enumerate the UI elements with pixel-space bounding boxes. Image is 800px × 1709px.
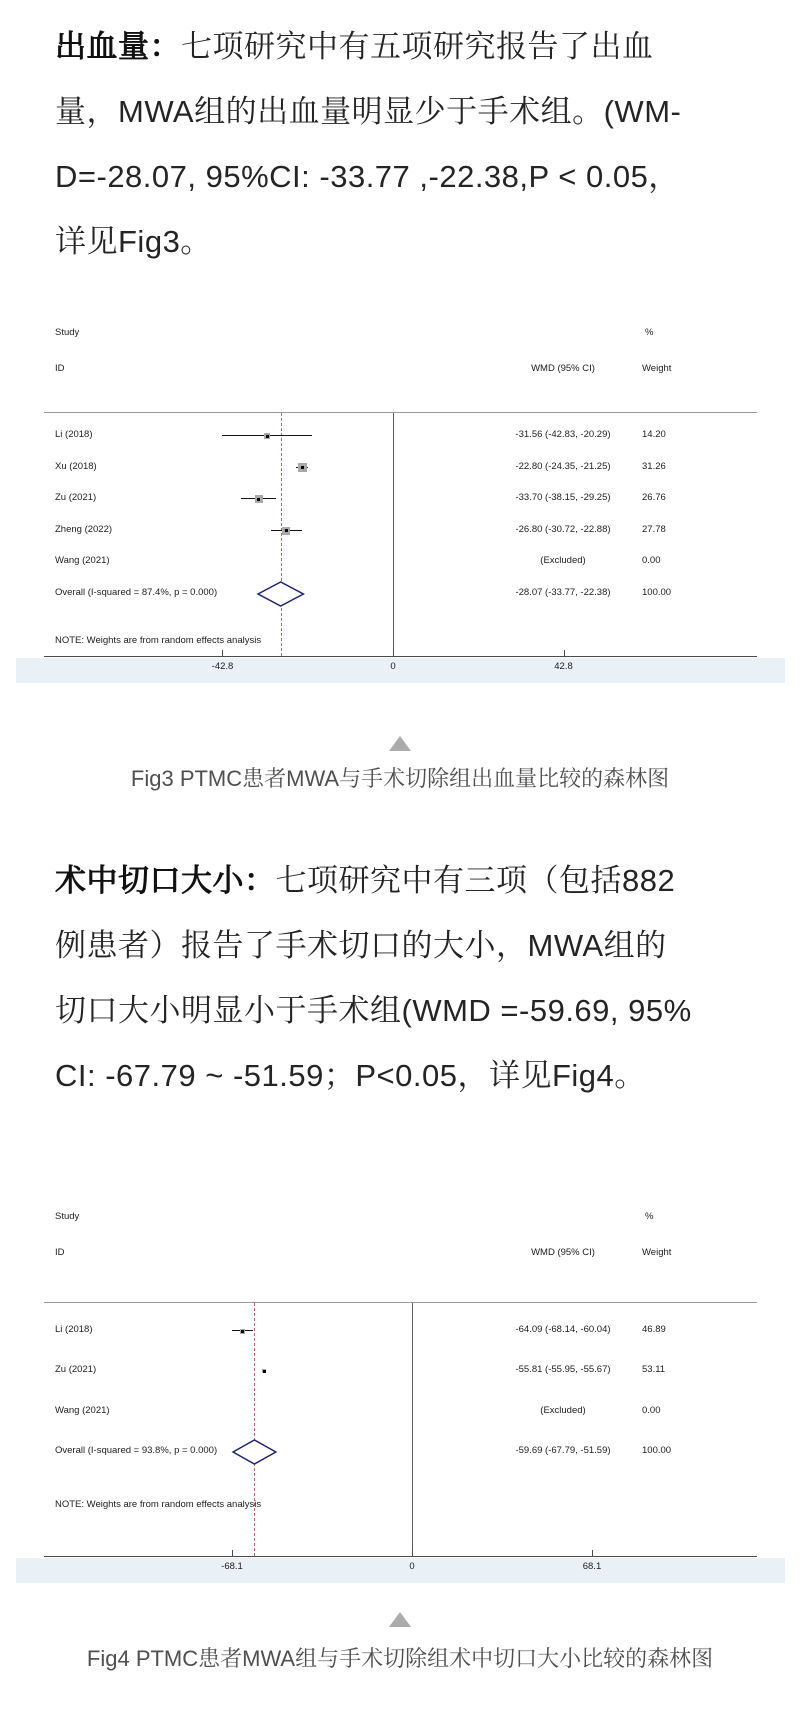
overall-label: Overall (I-squared = 87.4%, p = 0.000) [55,586,218,598]
collapse-triangle-icon[interactable] [389,736,411,751]
overall-wmd-ci-value: -59.69 (-67.79, -51.59) [515,1444,611,1456]
point-estimate-marker [257,498,260,501]
random-effects-note: NOTE: Weights are from random effects analysis [55,635,262,646]
weight-value: 53.11 [642,1364,666,1376]
overall-weight-value: 100.00 [642,1444,672,1456]
study-label: Zu (2021) [55,1364,97,1376]
overall-wmd-ci-value: -28.07 (-33.77, -22.38) [515,586,611,598]
point-estimate-marker [266,435,269,438]
axis-tick-label: 68.1 [582,1561,602,1572]
column-header-percent: % [645,327,654,338]
text-span: 七项研究中有三项（包括882 [275,863,676,898]
axis-tick [232,1550,233,1556]
column-header-study: Study [55,1211,80,1222]
weight-value: 46.89 [642,1324,666,1335]
overall-estimate-dashed-line [254,1303,255,1556]
zero-reference-line [393,413,394,656]
study-label: Zheng (2022) [55,523,113,535]
column-header-id: ID [55,363,65,374]
column-header-weight: Weight [642,363,672,374]
text-line: 详见Fig3。 [55,224,212,259]
forest-plot-fig3 [44,296,757,686]
weight-value: 0.00 [642,555,661,566]
point-estimate-marker [301,466,304,469]
column-header-wmd: WMD (95% CI) [531,363,595,374]
overall-weight-value: 100.00 [642,586,672,598]
point-estimate-marker [241,1330,244,1333]
weight-value: 31.26 [642,460,666,472]
column-header-study: Study [55,327,80,338]
overall-diamond [231,1438,278,1466]
point-estimate-marker [263,1370,266,1373]
axis-tick-label: 42.8 [554,661,573,672]
column-header-wmd: WMD (95% CI) [531,1247,595,1258]
text-span: 七项研究中有五项研究报告了出血 [181,29,654,64]
axis-tick-label: 0 [390,661,396,672]
fig4-caption: Fig4 PTMC患者MWA组与手术切除组术中切口大小比较的森林图 [86,1646,714,1671]
axis-tick [222,650,223,656]
column-header-weight: Weight [642,1247,672,1258]
text-line: CI: -67.79 ~ -51.59；P<0.05，详见Fig4。 [55,1058,646,1093]
wmd-ci-value: -64.09 (-68.14, -60.04) [515,1324,611,1335]
header-separator-line [44,412,757,413]
axis-tick [592,1550,593,1556]
wmd-ci-value: -31.56 (-42.83, -20.29) [515,429,611,440]
study-label: Zu (2021) [55,492,97,503]
text-line: 例患者）报告了手术切口的大小，MWA组的 [55,928,667,963]
study-label: Li (2018) [55,429,93,440]
text-line: 切口大小明显小于手术组(WMD =-59.69, 95% [55,993,692,1028]
random-effects-note: NOTE: Weights are from random effects analysis [55,1499,262,1510]
zero-reference-line [412,1303,413,1556]
study-label: Xu (2018) [55,460,97,472]
axis-tick [393,650,394,656]
paragraph-lead: 术中切口大小： [55,863,276,898]
wmd-ci-value: -22.80 (-24.35, -21.25) [515,460,611,472]
wmd-ci-value: (Excluded) [540,1404,586,1416]
header-separator-line [44,1302,757,1303]
wmd-ci-value: -33.70 (-38.15, -29.25) [515,492,611,503]
wmd-ci-value: (Excluded) [540,555,586,566]
study-label: Wang (2021) [55,555,110,566]
paragraph-lead: 出血量： [55,29,181,64]
point-estimate-marker [285,529,288,532]
study-label: Wang (2021) [55,1404,110,1416]
text-line: D=-28.07, 95%CI: -33.77 ,-22.38,P < 0.05， [55,159,680,194]
axis-tick-label: -68.1 [221,1561,243,1572]
x-axis-line [44,656,757,657]
collapse-triangle-icon[interactable] [389,1612,411,1627]
paragraph-incision-size [55,848,747,1108]
weight-value: 0.00 [642,1404,661,1416]
column-header-id: ID [55,1247,65,1258]
fig3-caption: Fig3 PTMC患者MWA与手术切除组出血量比较的森林图 [130,766,670,791]
axis-tick-label: -42.8 [211,661,234,672]
text-line [55,848,747,913]
overall-estimate-dashed-line [281,413,282,656]
text-line [55,14,747,79]
weight-value: 27.78 [642,523,666,535]
text-line: 量，MWA组的出血量明显少于手术组。(WM- [55,94,682,129]
axis-tick [412,1550,413,1556]
axis-tick-label: 0 [409,1561,415,1572]
column-header-percent: % [645,1211,654,1222]
study-label: Li (2018) [55,1324,93,1335]
axis-tick [564,650,565,656]
overall-diamond [256,580,305,608]
weight-value: 26.76 [642,492,666,503]
paragraph-blood-loss [55,14,747,274]
weight-value: 14.20 [642,429,666,440]
wmd-ci-value: -55.81 (-55.95, -55.67) [515,1364,611,1376]
forest-plot-fig4 [44,1180,757,1590]
wmd-ci-value: -26.80 (-30.72, -22.88) [515,523,611,535]
x-axis-line [44,1556,757,1557]
overall-label: Overall (I-squared = 93.8%, p = 0.000) [55,1444,218,1456]
